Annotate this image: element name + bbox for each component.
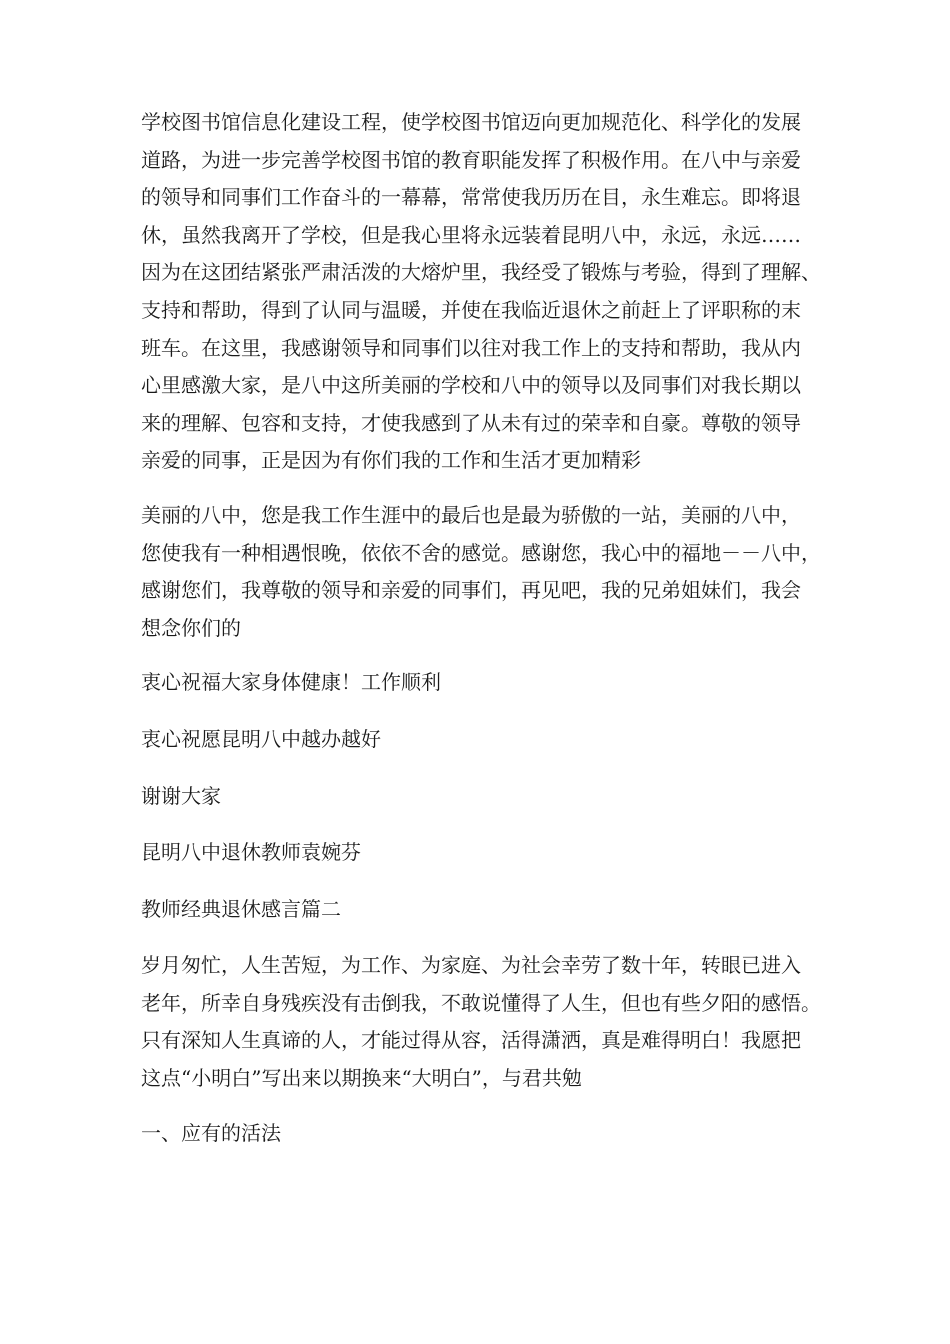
thanks-line: 谢谢大家 xyxy=(141,783,221,808)
paragraph-years-passing: 岁月匆忙，人生苦短，为工作、为家庭、为社会幸劳了数十年，转眼已进入 老年，所幸自身残疾没有击倒我，不敢说懂得了人生，但也有些夕阳的感悟。 只有深知人生真谛的人，才能过得从容，活得潇洒，真是难得明白！我愿把 这点“小明白”写出来以期换来“大明白”，与君共勉 xyxy=(141,953,821,1091)
blessing-health-line: 衷心祝福大家身体健康！工作顺利 xyxy=(141,670,441,695)
paragraph-beautiful-eighth-school: 美丽的八中，您是我工作生涯中的最后也是最为骄傲的一站，美丽的八中， 您使我有一种相遇恨晚，依依不舍的感觉。感谢您，我心中的福地－－八中， 感谢您们，我尊敬的领导和亲爱的同事们，再见吧，我的兄弟姐妹们，我会 想念你们的 xyxy=(141,502,821,640)
signature-line: 昆明八中退休教师袁婉芬 xyxy=(141,840,361,865)
document-body xyxy=(141,104,827,1171)
paragraph-library-and-farewell: 学校图书馆信息化建设工程，使学校图书馆迈向更加规范化、科学化的发展 道路，为进一步完善学校图书馆的教育职能发挥了积极作用。在八中与亲爱 的领导和同事们工作奋斗的一幕幕，常常使我历历在目，永生难忘。即将退 休，虽然我离开了学校，但是我心里将永远装着昆明八中，永远，永远…… 因为在这团结紧张严肃活泼的大熔炉里，我经受了锻炼与考验，得到了理解、 支持和帮助，得到了认同与温暖，并使在我临近退休之前赶上了评职称的末 班车。在这里，我感谢领导和同事们以往对我工作上的支持和帮助，我从内 心里感激大家，是八中这所美丽的学校和八中的领导以及同事们对我长期以 来的理解、包容和支持，才使我感到了从未有过的荣幸和自豪。尊敬的领导 亲爱的同事，正是因为有你们我的工作和生活才更加精彩 xyxy=(141,110,821,473)
subheading-way-of-living: 一、应有的活法 xyxy=(141,1120,281,1145)
blessing-school-line: 衷心祝愿昆明八中越办越好 xyxy=(141,726,381,751)
section-title-part-two: 教师经典退休感言篇二 xyxy=(141,896,341,921)
